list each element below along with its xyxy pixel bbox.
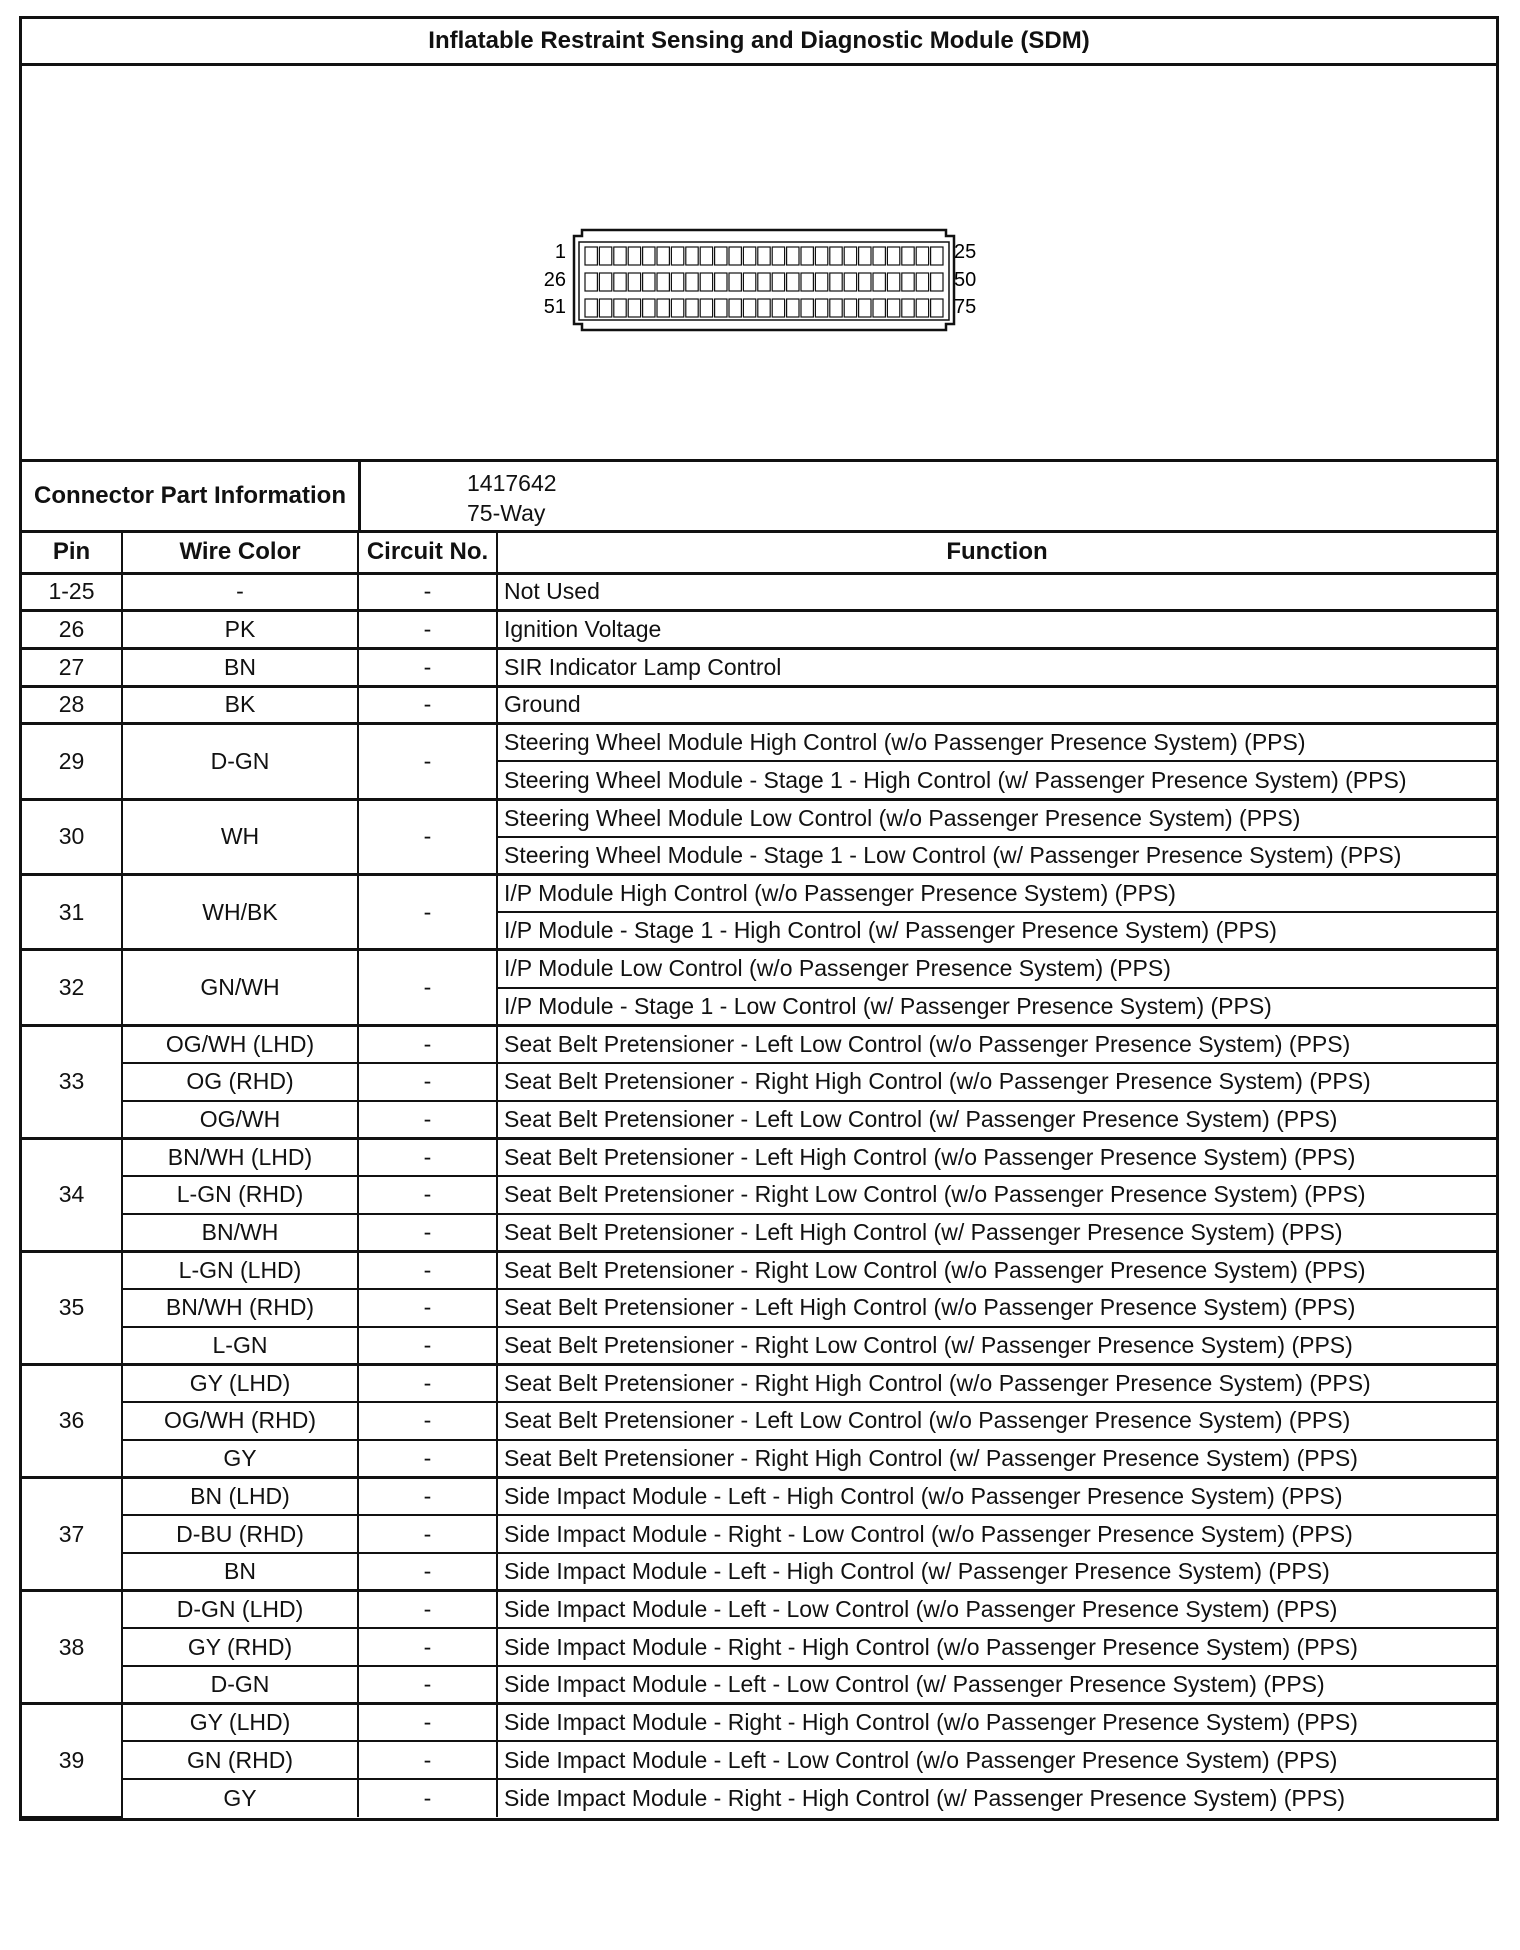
wire-color-cell: GY — [122, 1779, 358, 1817]
header-wire-color: Wire Color — [122, 533, 358, 573]
circuit-cell: - — [358, 1063, 497, 1101]
table-row — [22, 686, 1496, 724]
circuit-cell: - — [358, 1515, 497, 1553]
circuit-cell: - — [358, 1628, 497, 1666]
pin-cell: 38 — [22, 1591, 122, 1704]
circuit-cell: - — [358, 1327, 497, 1365]
circuit-cell: - — [358, 1138, 497, 1176]
function-cell: I/P Module Low Control (w/o Passenger Presence System) (PPS) — [497, 950, 1496, 988]
table-row — [22, 724, 1496, 762]
pin-cell: 28 — [22, 686, 122, 724]
circuit-cell: - — [358, 1402, 497, 1440]
wire-color-cell: GN/WH — [122, 950, 358, 1025]
wire-color-cell: BN — [122, 648, 358, 686]
function-cell: Side Impact Module - Left - Low Control (w/o Passenger Presence System) (PPS) — [497, 1591, 1496, 1629]
table-row — [22, 1553, 1496, 1591]
circuit-cell: - — [358, 799, 497, 874]
function-cell: Seat Belt Pretensioner - Left High Control (w/o Passenger Presence System) (PPS) — [497, 1289, 1496, 1327]
wire-color-cell: L-GN — [122, 1327, 358, 1365]
circuit-cell: - — [358, 1214, 497, 1252]
circuit-cell: - — [358, 1025, 497, 1063]
function-cell: Not Used — [497, 573, 1496, 611]
circuit-cell: - — [358, 1251, 497, 1289]
wire-color-cell: OG/WH — [122, 1101, 358, 1139]
header-circuit: Circuit No. — [358, 533, 497, 573]
table-row — [22, 1628, 1496, 1666]
function-cell: Seat Belt Pretensioner - Right High Control (w/o Passenger Presence System) (PPS) — [497, 1364, 1496, 1402]
pin-cell: 39 — [22, 1704, 122, 1817]
function-cell: Seat Belt Pretensioner - Left High Control (w/ Passenger Presence System) (PPS) — [497, 1214, 1496, 1252]
table-row — [22, 1214, 1496, 1252]
pinout-sheet — [19, 16, 1499, 1821]
circuit-cell: - — [358, 1779, 497, 1817]
function-cell: Seat Belt Pretensioner - Left Low Control (w/o Passenger Presence System) (PPS) — [497, 1025, 1496, 1063]
wire-color-cell: L-GN (RHD) — [122, 1176, 358, 1214]
table-header-row — [22, 533, 1496, 573]
wire-color-cell: - — [122, 573, 358, 611]
circuit-cell: - — [358, 1440, 497, 1478]
function-cell: I/P Module - Stage 1 - Low Control (w/ Passenger Presence System) (PPS) — [497, 988, 1496, 1026]
circuit-cell: - — [358, 724, 497, 799]
wire-color-cell: BN/WH (RHD) — [122, 1289, 358, 1327]
function-cell: Side Impact Module - Left - Low Control (w/ Passenger Presence System) (PPS) — [497, 1666, 1496, 1704]
pin-label-50: 50 — [954, 269, 977, 291]
wire-color-cell: D-GN — [122, 1666, 358, 1704]
wire-color-cell: BK — [122, 686, 358, 724]
table-row — [22, 1478, 1496, 1516]
circuit-cell: - — [358, 611, 497, 649]
function-cell: Ground — [497, 686, 1496, 724]
function-cell: Seat Belt Pretensioner - Right Low Control (w/ Passenger Presence System) (PPS) — [497, 1327, 1496, 1365]
circuit-cell: - — [358, 686, 497, 724]
function-cell: Side Impact Module - Right - High Control (w/o Passenger Presence System) (PPS) — [497, 1704, 1496, 1742]
pin-label-51: 51 — [543, 296, 566, 318]
function-cell: I/P Module High Control (w/o Passenger Presence System) (PPS) — [497, 875, 1496, 913]
function-cell: Side Impact Module - Right - High Control (w/ Passenger Presence System) (PPS) — [497, 1779, 1496, 1817]
wire-color-cell: GY (RHD) — [122, 1628, 358, 1666]
table-row — [22, 1327, 1496, 1365]
wire-color-cell: D-GN (LHD) — [122, 1591, 358, 1629]
circuit-cell: - — [358, 1704, 497, 1742]
wire-color-cell: D-GN — [122, 724, 358, 799]
pin-cell: 30 — [22, 799, 122, 874]
pin-cell: 32 — [22, 950, 122, 1025]
circuit-cell: - — [358, 1553, 497, 1591]
connector-ways: 75-Way — [467, 500, 546, 526]
pin-label-25: 25 — [954, 241, 977, 263]
pin-cell: 35 — [22, 1251, 122, 1364]
connector-part-label: Connector Part Information — [22, 462, 361, 530]
wire-color-cell: D-BU (RHD) — [122, 1515, 358, 1553]
table-row — [22, 1289, 1496, 1327]
table-row — [22, 1666, 1496, 1704]
pinout-table-body — [22, 573, 1496, 1817]
table-row — [22, 1402, 1496, 1440]
circuit-cell: - — [358, 1101, 497, 1139]
function-cell: Steering Wheel Module - Stage 1 - Low Control (w/ Passenger Presence System) (PPS) — [497, 837, 1496, 875]
wire-color-cell: BN (LHD) — [122, 1478, 358, 1516]
function-cell: Seat Belt Pretensioner - Left High Control (w/o Passenger Presence System) (PPS) — [497, 1138, 1496, 1176]
table-row — [22, 1779, 1496, 1817]
function-cell: Seat Belt Pretensioner - Right High Control (w/ Passenger Presence System) (PPS) — [497, 1440, 1496, 1478]
wire-color-cell: GY — [122, 1440, 358, 1478]
wire-color-cell: OG (RHD) — [122, 1063, 358, 1101]
circuit-cell: - — [358, 1591, 497, 1629]
pin-cell: 1-25 — [22, 573, 122, 611]
header-function: Function — [497, 533, 1496, 573]
wire-color-cell: PK — [122, 611, 358, 649]
connector-part-number: 1417642 — [467, 470, 557, 496]
wire-color-cell: WH — [122, 799, 358, 874]
function-cell: Seat Belt Pretensioner - Left Low Control (w/ Passenger Presence System) (PPS) — [497, 1101, 1496, 1139]
table-row — [22, 1741, 1496, 1779]
table-row — [22, 1025, 1496, 1063]
pinout-table — [22, 533, 1496, 1818]
wire-color-cell: GY (LHD) — [122, 1704, 358, 1742]
wire-color-cell: GY (LHD) — [122, 1364, 358, 1402]
function-cell: Seat Belt Pretensioner - Right Low Control (w/o Passenger Presence System) (PPS) — [497, 1176, 1496, 1214]
pin-cell: 29 — [22, 724, 122, 799]
table-row — [22, 950, 1496, 988]
wire-color-cell: BN/WH — [122, 1214, 358, 1252]
pin-cell: 36 — [22, 1364, 122, 1477]
circuit-cell: - — [358, 648, 497, 686]
function-cell: Seat Belt Pretensioner - Left Low Control (w/o Passenger Presence System) (PPS) — [497, 1402, 1496, 1440]
function-cell: Steering Wheel Module High Control (w/o Passenger Presence System) (PPS) — [497, 724, 1496, 762]
table-row — [22, 1176, 1496, 1214]
circuit-cell: - — [358, 1741, 497, 1779]
function-cell: Steering Wheel Module Low Control (w/o Passenger Presence System) (PPS) — [497, 799, 1496, 837]
wire-color-cell: OG/WH (RHD) — [122, 1402, 358, 1440]
pin-cell: 27 — [22, 648, 122, 686]
function-cell: Side Impact Module - Left - High Control (w/o Passenger Presence System) (PPS) — [497, 1478, 1496, 1516]
circuit-cell: - — [358, 875, 497, 950]
connector-face-icon — [22, 66, 1496, 459]
function-cell: I/P Module - Stage 1 - High Control (w/ Passenger Presence System) (PPS) — [497, 912, 1496, 950]
table-row — [22, 1704, 1496, 1742]
table-row — [22, 611, 1496, 649]
function-cell: Side Impact Module - Right - High Control (w/o Passenger Presence System) (PPS) — [497, 1628, 1496, 1666]
connector-part-information — [22, 462, 1496, 533]
wire-color-cell: WH/BK — [122, 875, 358, 950]
wire-color-cell: OG/WH (LHD) — [122, 1025, 358, 1063]
table-row — [22, 875, 1496, 913]
pin-label-75: 75 — [954, 296, 977, 318]
header-pin: Pin — [22, 533, 122, 573]
wire-color-cell: L-GN (LHD) — [122, 1251, 358, 1289]
table-row — [22, 1101, 1496, 1139]
function-cell: Steering Wheel Module - Stage 1 - High Control (w/ Passenger Presence System) (PPS) — [497, 761, 1496, 799]
pin-label-1: 1 — [554, 241, 566, 263]
circuit-cell: - — [358, 573, 497, 611]
function-cell: Side Impact Module - Right - Low Control (w/o Passenger Presence System) (PPS) — [497, 1515, 1496, 1553]
pin-cell: 26 — [22, 611, 122, 649]
pin-cell: 37 — [22, 1478, 122, 1591]
connector-diagram — [22, 66, 1496, 462]
circuit-cell: - — [358, 1176, 497, 1214]
circuit-cell: - — [358, 1364, 497, 1402]
function-cell: Seat Belt Pretensioner - Right Low Control (w/o Passenger Presence System) (PPS) — [497, 1251, 1496, 1289]
function-cell: Side Impact Module - Left - High Control (w/ Passenger Presence System) (PPS) — [497, 1553, 1496, 1591]
circuit-cell: - — [358, 1478, 497, 1516]
table-row — [22, 1515, 1496, 1553]
wire-color-cell: GN (RHD) — [122, 1741, 358, 1779]
table-row — [22, 1063, 1496, 1101]
circuit-cell: - — [358, 1289, 497, 1327]
function-cell: Side Impact Module - Left - Low Control (w/o Passenger Presence System) (PPS) — [497, 1741, 1496, 1779]
wire-color-cell: BN — [122, 1553, 358, 1591]
table-row — [22, 1591, 1496, 1629]
table-row — [22, 799, 1496, 837]
table-row — [22, 1138, 1496, 1176]
function-cell: Ignition Voltage — [497, 611, 1496, 649]
pin-cell: 34 — [22, 1138, 122, 1251]
table-row — [22, 1440, 1496, 1478]
pin-cell: 33 — [22, 1025, 122, 1138]
table-row — [22, 1251, 1496, 1289]
function-cell: Seat Belt Pretensioner - Right High Control (w/o Passenger Presence System) (PPS) — [497, 1063, 1496, 1101]
function-cell: SIR Indicator Lamp Control — [497, 648, 1496, 686]
wire-color-cell: BN/WH (LHD) — [122, 1138, 358, 1176]
table-row — [22, 648, 1496, 686]
table-row — [22, 1364, 1496, 1402]
table-row — [22, 573, 1496, 611]
circuit-cell: - — [358, 1666, 497, 1704]
circuit-cell: - — [358, 950, 497, 1025]
page-title: Inflatable Restraint Sensing and Diagnostic Module (SDM) — [22, 19, 1496, 66]
pin-cell: 31 — [22, 875, 122, 950]
pin-label-26: 26 — [543, 269, 566, 291]
